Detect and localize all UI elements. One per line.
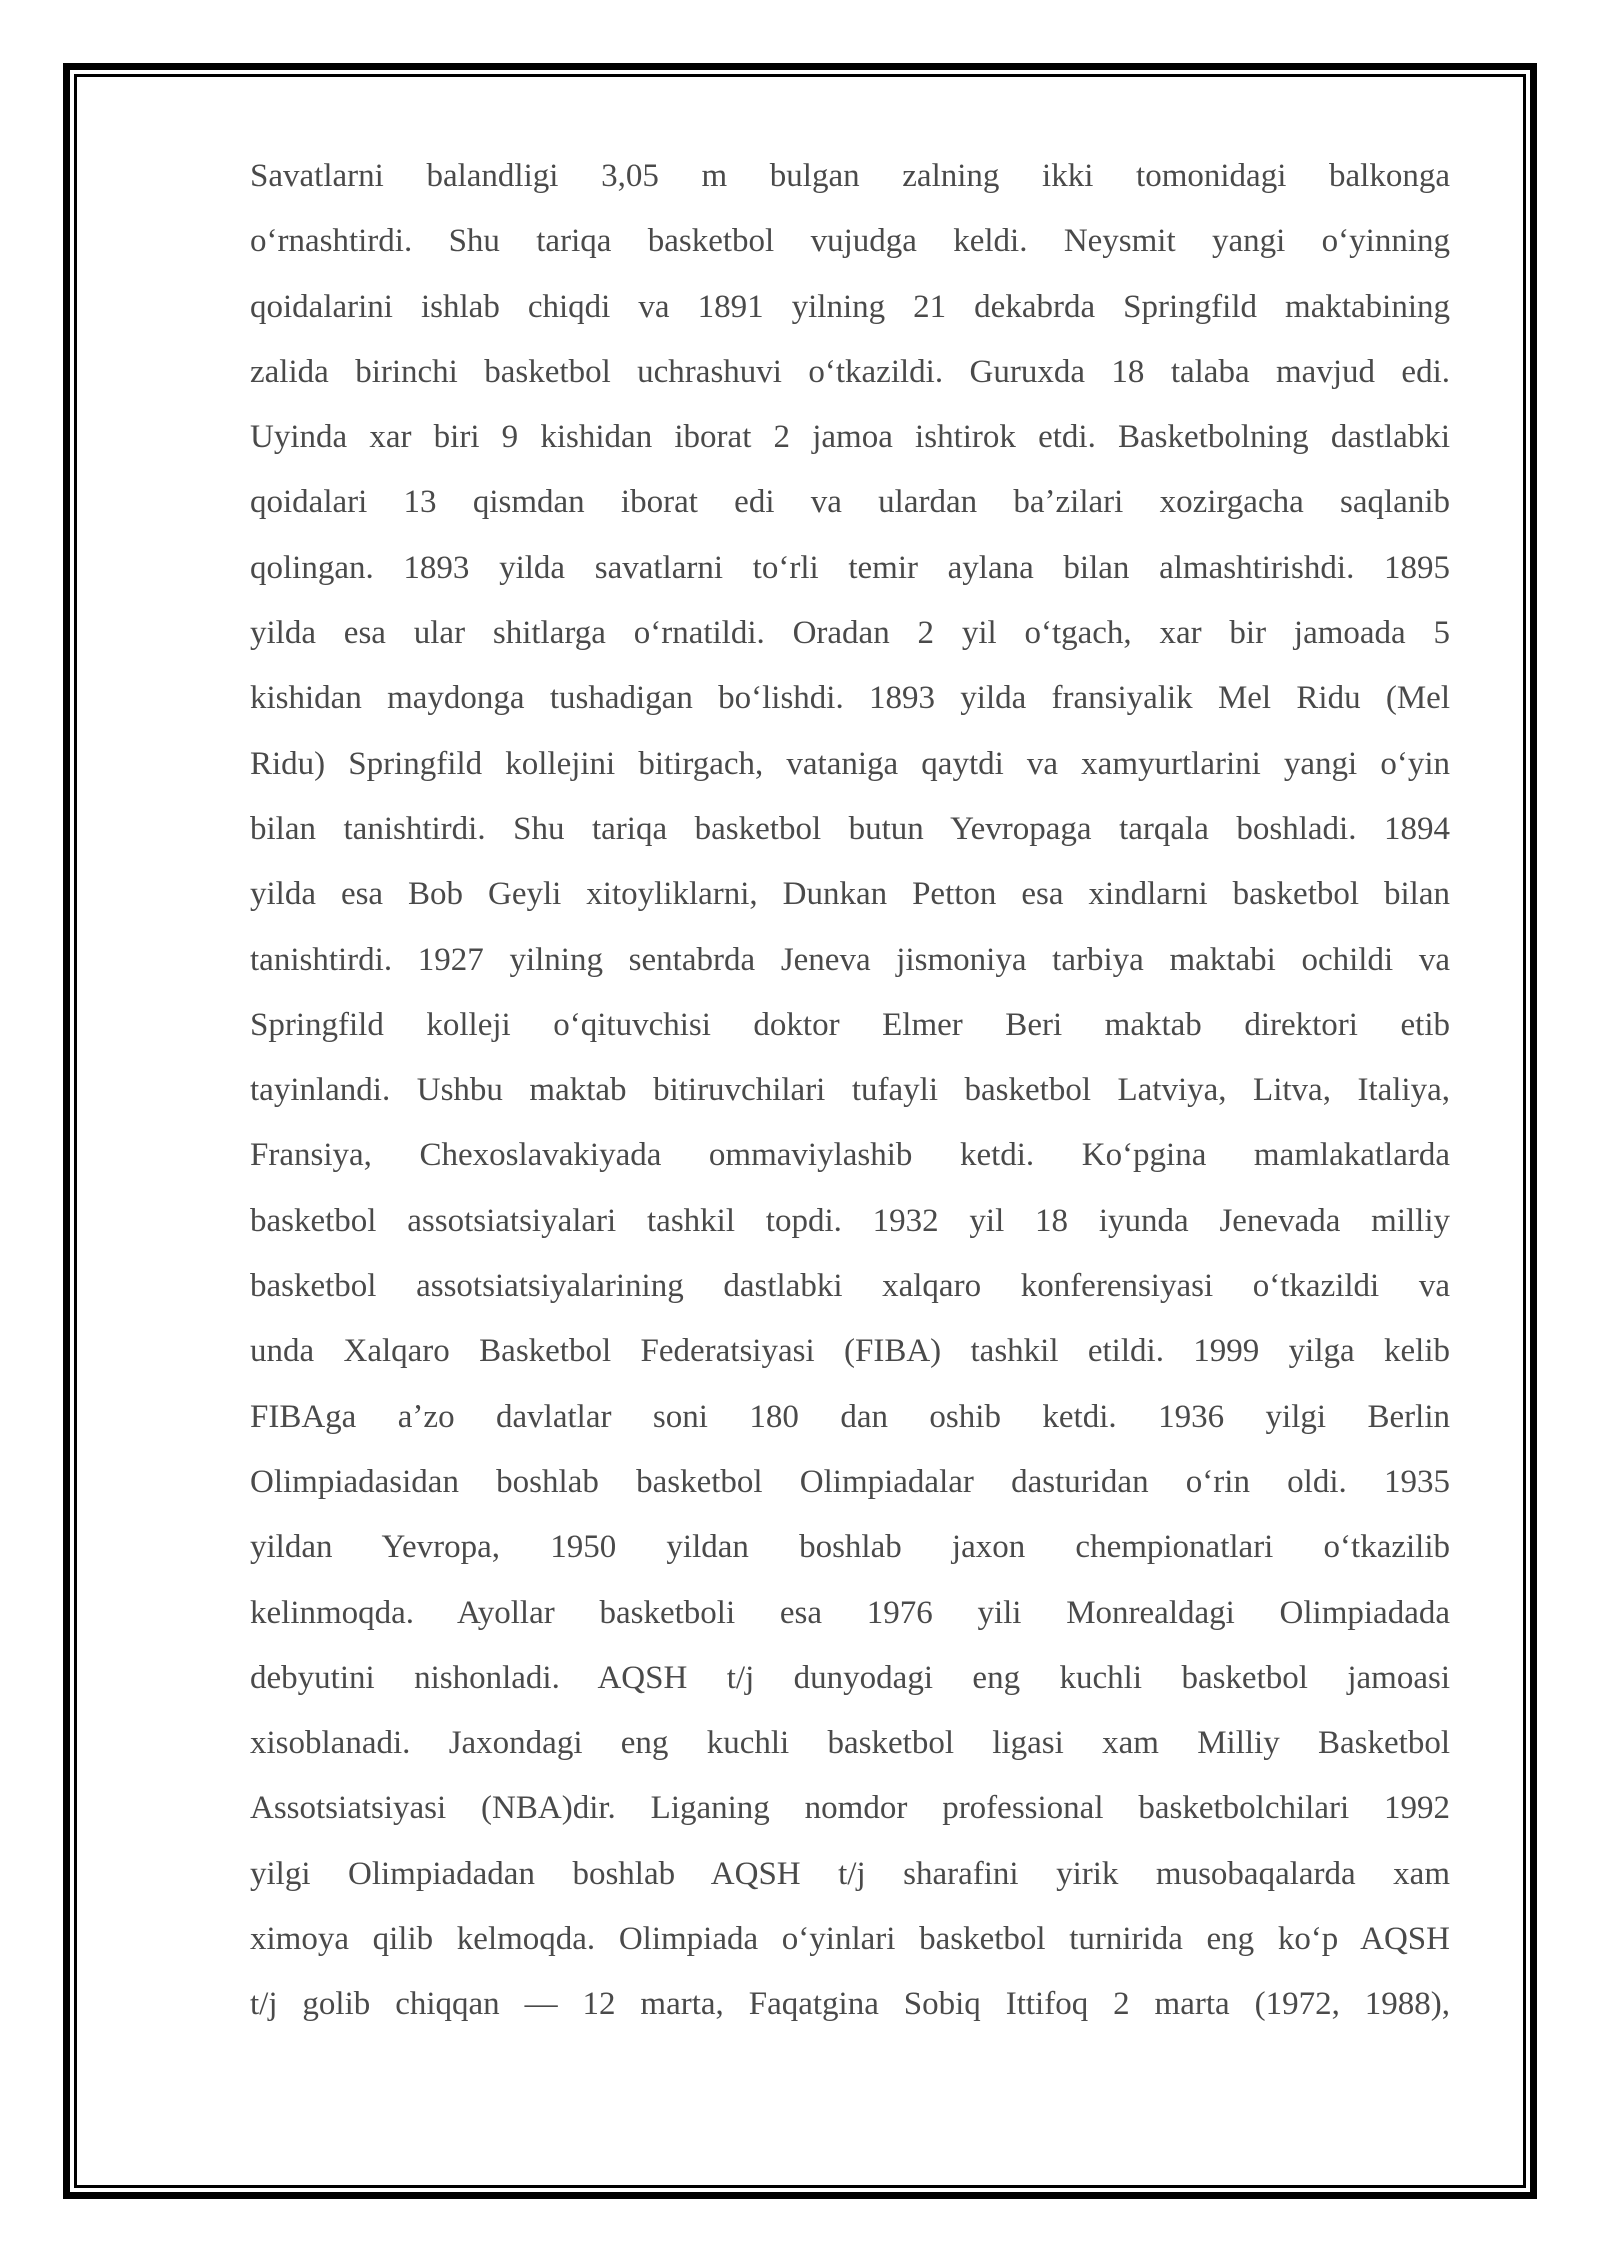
text-line: tanishtirdi. 1927 yilning sentabrda Jeneva jismoniya tarbiya maktabi ochildi va bbox=[250, 941, 1450, 978]
text-line: basketbol assotsiatsiyalarining dastlabki xalqaro konferensiyasi oʻtkazildi va bbox=[250, 1268, 1450, 1305]
text-line: ximoya qilib kelmoqda. Olimpiada oʻyinlari basketbol turnirida eng koʻp AQSH bbox=[250, 1921, 1450, 1958]
text-line: Fransiya, Chexoslavakiyada ommaviylashib ketdi. Koʻpgina mamlakatlarda bbox=[250, 1137, 1450, 1174]
text-line: zalida birinchi basketbol uchrashuvi oʻtkazildi. Guruxda 18 talaba mavjud edi. bbox=[250, 353, 1450, 390]
text-line: oʻrnashtirdi. Shu tariqa basketbol vujudga keldi. Neysmit yangi oʻyinning bbox=[250, 223, 1450, 260]
text-line: basketbol assotsiatsiyalari tashkil topdi. 1932 yil 18 iyunda Jenevada milliy bbox=[250, 1202, 1450, 1239]
paragraph bbox=[250, 144, 1450, 2038]
text-line: kishidan maydonga tushadigan boʻlishdi. 1893 yilda fransiyalik Mel Ridu (Mel bbox=[250, 680, 1450, 717]
text-line: bilan tanishtirdi. Shu tariqa basketbol butun Yevropaga tarqala boshladi. 1894 bbox=[250, 810, 1450, 847]
document-body bbox=[250, 144, 1450, 2038]
text-line: qolingan. 1893 yilda savatlarni toʻrli temir aylana bilan almashtirishdi. 1895 bbox=[250, 549, 1450, 586]
text-line: kelinmoqda. Ayollar basketboli esa 1976 yili Monrealdagi Olimpiadada bbox=[250, 1594, 1450, 1631]
text-line: Uyinda xar biri 9 kishidan iborat 2 jamoa ishtirok etdi. Basketbolning dastlabki bbox=[250, 419, 1450, 456]
text-line: tayinlandi. Ushbu maktab bitiruvchilari tufayli basketbol Latviya, Litva, Italiya, bbox=[250, 1072, 1450, 1109]
text-line: Assotsiatsiyasi (NBA)dir. Liganing nomdor professional basketbolchilari 1992 bbox=[250, 1790, 1450, 1827]
text-line: FIBAga aʼzo davlatlar soni 180 dan oshib ketdi. 1936 yilgi Berlin bbox=[250, 1398, 1450, 1435]
text-line: yilda esa ular shitlarga oʻrnatildi. Oradan 2 yil oʻtgach, xar bir jamoada 5 bbox=[250, 615, 1450, 652]
text-line: Olimpiadasidan boshlab basketbol Olimpiadalar dasturidan oʻrin oldi. 1935 bbox=[250, 1463, 1450, 1500]
text-line: Ridu) Springfild kollejini bitirgach, vataniga qaytdi va xamyurtlarini yangi oʻyin bbox=[250, 745, 1450, 782]
text-line: yilda esa Bob Geyli xitoyliklarni, Dunkan Petton esa xindlarni basketbol bilan bbox=[250, 876, 1450, 913]
text-line: t/j golib chiqqan — 12 marta, Faqatgina Sobiq Ittifoq 2 marta (1972, 1988), bbox=[250, 1986, 1450, 2023]
text-line: unda Xalqaro Basketbol Federatsiyasi (FIBA) tashkil etildi. 1999 yilga kelib bbox=[250, 1333, 1450, 1370]
text-line: yilgi Olimpiadadan boshlab AQSH t/j sharafini yirik musobaqalarda xam bbox=[250, 1855, 1450, 1892]
text-line: yildan Yevropa, 1950 yildan boshlab jaxon chempionatlari oʻtkazilib bbox=[250, 1529, 1450, 1566]
text-line: debyutini nishonladi. AQSH t/j dunyodagi eng kuchli basketbol jamoasi bbox=[250, 1659, 1450, 1696]
text-line: Springfild kolleji oʻqituvchisi doktor Elmer Beri maktab direktori etib bbox=[250, 1006, 1450, 1043]
text-line: Savatlarni balandligi 3,05 m bulgan zalning ikki tomonidagi balkonga bbox=[250, 158, 1450, 194]
text-line: xisoblanadi. Jaxondagi eng kuchli basketbol ligasi xam Milliy Basketbol bbox=[250, 1725, 1450, 1762]
text-line: qoidalarini ishlab chiqdi va 1891 yilning 21 dekabrda Springfild maktabining bbox=[250, 288, 1450, 325]
text-line: qoidalari 13 qismdan iborat edi va ulardan baʼzilari xozirgacha saqlanib bbox=[250, 484, 1450, 521]
